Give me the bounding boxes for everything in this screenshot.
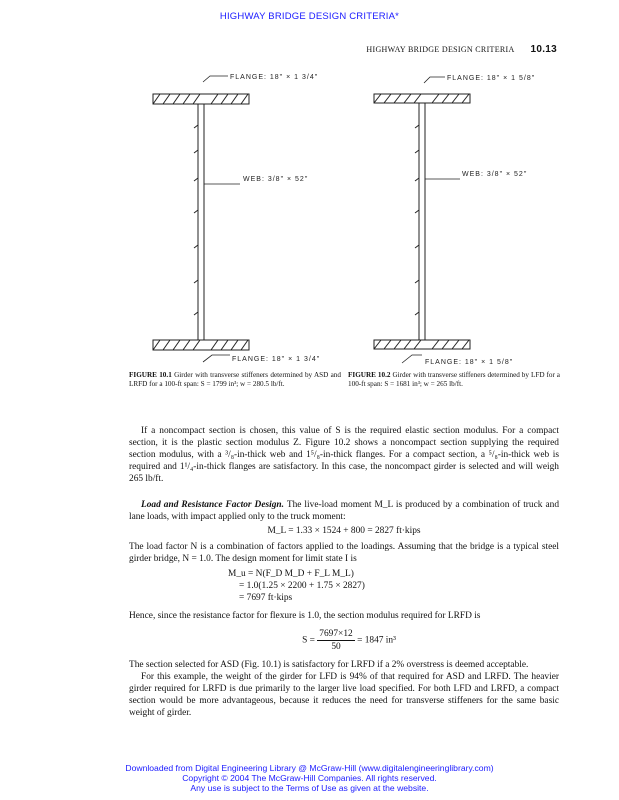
running-head-title: HIGHWAY BRIDGE DESIGN CRITERIA (366, 45, 515, 54)
equation-s-fraction (317, 628, 354, 653)
paragraph-2 (129, 499, 559, 523)
page-number: 10.13 (530, 44, 557, 55)
figure1-top-flange-label: FLANGE: 18" × 1 3/4" (230, 74, 319, 81)
equation-s-rhs: = 1847 in³ (357, 635, 396, 646)
figure2-caption-text: Girder with transverse stiffeners determined by LFD for a 100-ft span: S = 1681 in³; w = 265 lb/ft. (348, 371, 560, 388)
figure1-bottom-flange-label: FLANGE: 18" × 1 3/4" (232, 356, 321, 363)
equation-mu (228, 568, 559, 604)
figure1-girder (153, 76, 249, 362)
paragraph-6: For this example, the weight of the girder for LFD is 94% of that required for ASD and LRFD. The heavier girder required for LRFD is due primarily to the larger live load specified. For both LFD and LRFD, a compact section would be more advantageous, because it reduces the need for transverse stiffeners for the same basic weight of girder. (129, 672, 559, 718)
equation-mu-line2: = 1.0(1.25 × 2200 + 1.75 × 2827) (239, 581, 365, 591)
body-text (129, 425, 559, 719)
top-banner: HIGHWAY BRIDGE DESIGN CRITERIA* (219, 11, 400, 22)
equation-s (139, 628, 559, 653)
figure1-bottom-leader (203, 355, 230, 362)
equation-mu-line1: M_u = N(F_D M_D + F_L M_L) (228, 569, 354, 579)
figures-drawing (0, 0, 619, 370)
footer (0, 763, 619, 793)
figure2-girder (374, 77, 470, 363)
section-heading-lrfd: Load and Resistance Factor Design. (141, 500, 284, 510)
paragraph-3: The load factor N is a combination of factors applied to the loadings. Assuming that the bridge is a typical steel girder bridge, N = 1.0. The design moment for limit state I is (129, 542, 559, 564)
footer-line-3[interactable]: Any use is subject to the Terms of Use as given at the website. (190, 783, 429, 793)
equation-mu-line3: = 7697 ft·kips (239, 593, 293, 603)
paragraph-1: If a noncompact section is chosen, this value of S is the required elastic section modulus. For a compact section, it is the plastic section modulus Z. Figure 10.2 shows a noncompact section supplying the required section modulus, with a ³/₈-in-thick web and 1⁵/₈-in-thick flanges. For a compact section, a ⁵/₈-in-thick web is required and 1¹/₄-in-thick flanges are satisfactory. In this case, the noncompact girder is selected and will weigh 265 lb/ft. (129, 426, 559, 484)
figure1-caption-num: FIGURE 10.1 (129, 371, 172, 379)
paragraph-5: The section selected for ASD (Fig. 10.1) is satisfactory for LRFD if a 2% overstress is deemed acceptable. (129, 660, 529, 670)
figure2-web-label: WEB: 3/8" × 52" (462, 171, 528, 178)
figure2-caption-num: FIGURE 10.2 (348, 371, 391, 379)
figure2-bottom-flange-label: FLANGE: 18" × 1 5/8" (425, 359, 514, 366)
footer-line-2: Copyright © 2004 The McGraw-Hill Companies. All rights reserved. (182, 773, 437, 783)
figure1-web (198, 104, 204, 340)
equation-ml: M_L = 1.33 × 1524 + 800 = 2827 ft·kips (267, 526, 421, 536)
paragraph-4: Hence, since the resistance factor for flexure is 1.0, the section modulus required for LRFD is (129, 611, 481, 621)
figure2-top-leader (424, 77, 445, 83)
equation-s-numerator: 7697×12 (319, 629, 353, 639)
figure2-top-flange-label: FLANGE: 18" × 1 5/8" (447, 75, 536, 82)
figure2-web (419, 103, 425, 340)
figure2-caption (348, 371, 560, 389)
figure1-caption (129, 371, 341, 389)
figure2-bottom-leader (402, 355, 422, 363)
equation-s-denominator: 50 (331, 642, 341, 652)
figure1-caption-text: Girder with transverse stiffeners determined by ASD and LRFD for a 100-ft span: S = 1799 in³; w = 280.5 lb/ft. (129, 371, 341, 388)
equation-s-lhs: S = (302, 635, 315, 646)
footer-line-1[interactable]: Downloaded from Digital Engineering Library @ McGraw-Hill (www.digitalengineeringlibrary.com) (125, 763, 494, 773)
paragraph-2-text: The live-load moment M_L is produced by a combination of truck and lane loads, with impact applied only to the truck moment: (129, 500, 560, 522)
figure1-web-label: WEB: 3/8" × 52" (243, 176, 309, 183)
figure1-top-leader (203, 76, 228, 82)
